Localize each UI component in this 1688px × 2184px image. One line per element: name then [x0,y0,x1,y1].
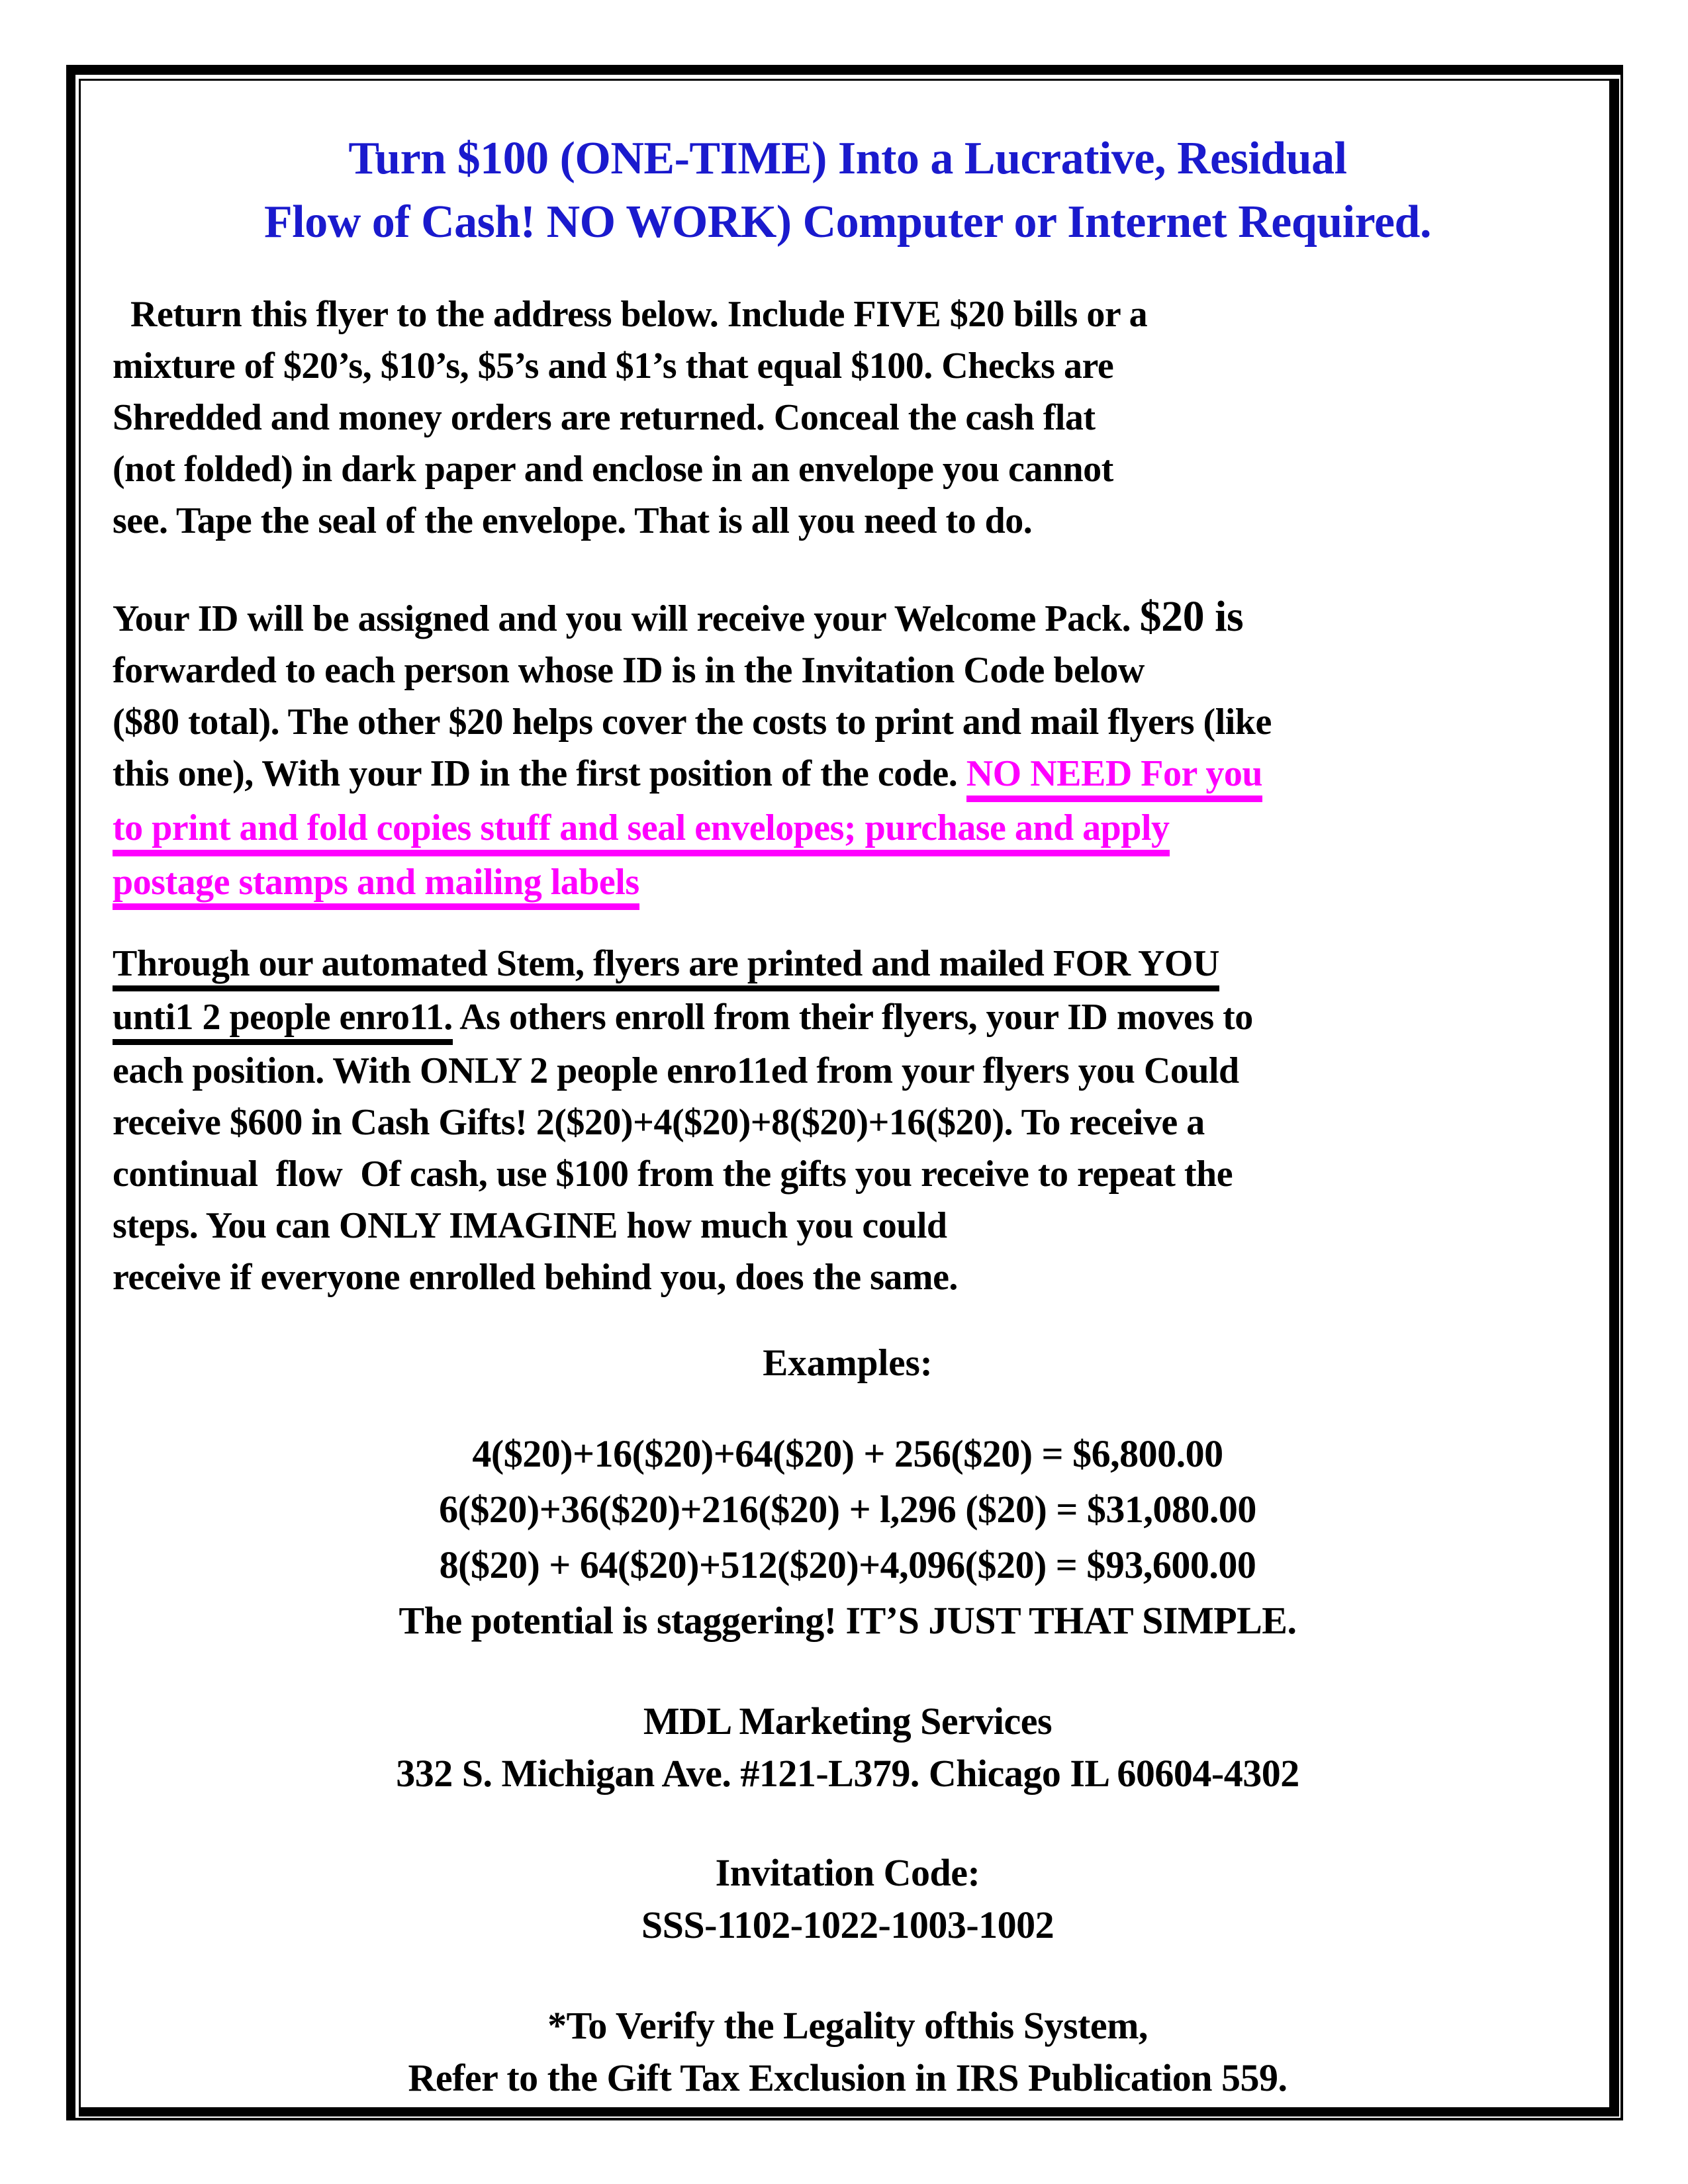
automation-line-7: receive if everyone enrolled behind you, does the same. [113,1256,958,1298]
legal-note-block [113,1999,1583,2104]
contact-block [113,1695,1583,1799]
howit-line-6 [113,856,1583,911]
intro-line-1: Return this flyer to the address below. Include FIVE $20 bills or a [113,294,1148,335]
invitation-code-label: Invitation Code: [715,1850,980,1894]
automation-line1-underlined: Through our automated Stem, flyers are printed and mailed FOR YOU [113,944,1219,991]
invitation-code-value: SSS-1102-1022-1003-1002 [641,1903,1055,1946]
flyer-page-border-inner [79,79,1619,2116]
howit-line4-black-text: this one), With your ID in the first position of the code. [113,753,966,794]
howit-line6-highlight: postage stamps and mailing labels [113,863,639,911]
legal-note-line1: *To Verify the Legality ofthis System, [547,2003,1148,2047]
automation-line2-underlined: unti1 2 people enro11. [113,998,453,1045]
flyer-title-line1: Turn $100 (ONE-TIME) Into a Lucrative, Residual [348,133,1347,184]
flyer-title [113,127,1583,254]
automation-paragraph [113,938,1583,1303]
intro-paragraph [113,289,1583,547]
example-row-2: 6($20)+36($20)+216($20) + l,296 ($20) = $31,080.00 [439,1487,1256,1531]
howit-line-1 [113,591,1583,645]
how-it-works-paragraph [113,591,1583,910]
example-row-3: 8($20) + 64($20)+512($20)+4,096($20) = $93,600.00 [439,1543,1256,1586]
legal-note-line2: Refer to the Gift Tax Exclusion in IRS Publication 559. [408,2056,1288,2099]
example-row-1: 4($20)+16($20)+64($20) + 256($20) = $6,800.00 [472,1432,1223,1475]
intro-line-3: Shredded and money orders are returned. Conceal the cash flat [113,397,1096,438]
contact-org-name: MDL Marketing Services [643,1699,1053,1743]
howit-line5-highlight: to print and fold copies stuff and seal envelopes; purchase and apply [113,809,1170,856]
intro-line-4: (not folded) in dark paper and enclose in an envelope you cannot [113,449,1113,490]
automation-line-1 [113,938,1583,991]
howit-line-4 [113,748,1583,802]
intro-line-2: mixture of $20’s, $10’s, $5’s and $1’s that equal $100. Checks are [113,345,1114,387]
howit-line4-highlight: NO NEED For you [966,754,1262,802]
howit-line-3: ($80 total). The other $20 helps cover the costs to print and mail flyers (like [113,702,1272,743]
contact-address: 332 S. Michigan Ave. #121-L379. Chicago IL 60604-4302 [396,1751,1299,1795]
automation-line-4: receive $600 in Cash Gifts! 2($20)+4($20)+8($20)+16($20). To receive a [113,1101,1205,1143]
howit-line-2: forwarded to each person whose ID is in the Invitation Code below [113,650,1145,691]
automation-line-3: each position. With ONLY 2 people enro11ed from your flyers you Could [113,1050,1239,1091]
flyer-page-border-outer [66,65,1623,2120]
invitation-code-block [113,1846,1583,1951]
examples-closing-statement: The potential is staggering! IT’S JUST THAT SIMPLE. [399,1598,1297,1642]
automation-line-5: continual flow Of cash, use $100 from the gifts you receive to repeat the [113,1153,1233,1195]
examples-heading: Examples: [763,1342,933,1384]
examples-calculations [113,1426,1583,1649]
automation-line2-rest: As others enroll from their flyers, your ID moves to [452,997,1253,1038]
automation-line-2 [113,991,1583,1045]
flyer-content [81,81,1609,2107]
howit-line1-big-amount: $20 is [1139,592,1244,641]
howit-line1-text: Your ID will be assigned and you will receive your Welcome Pack. [113,598,1140,639]
flyer-title-line2: Flow of Cash! NO WORK) Computer or Internet Required. [264,197,1431,248]
howit-line-5 [113,802,1583,856]
automation-line-6: steps. You can ONLY IMAGINE how much you could [113,1205,947,1246]
intro-line-5: see. Tape the seal of the envelope. That is all you need to do. [113,500,1033,541]
